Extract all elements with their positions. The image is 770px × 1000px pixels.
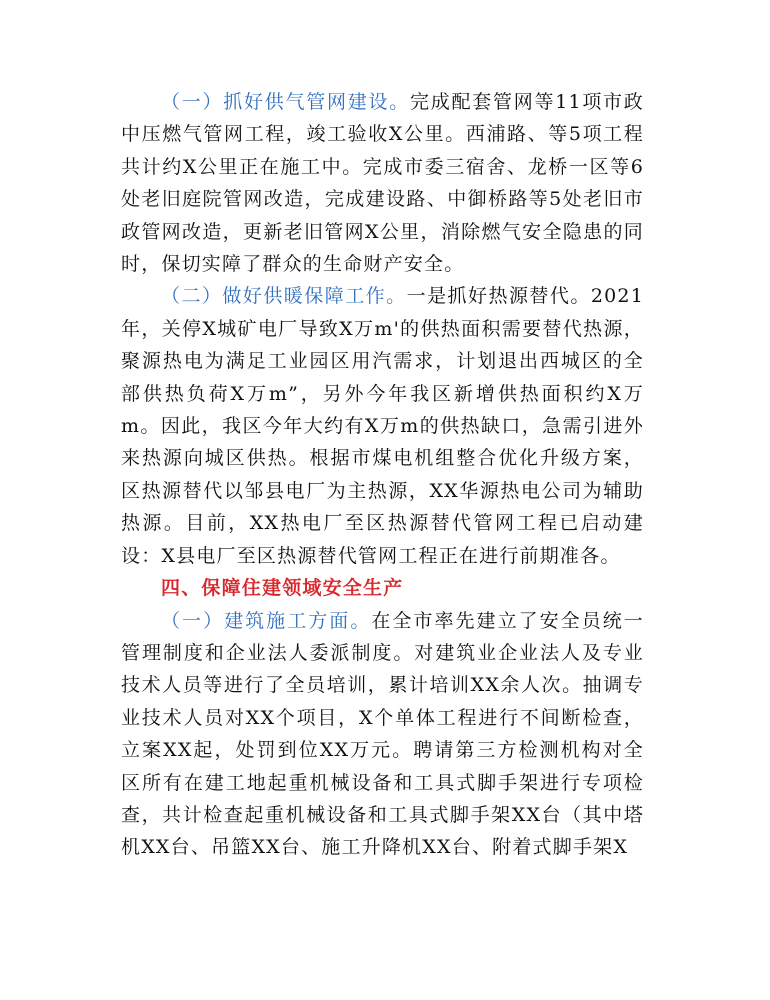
subheading-gas-pipeline: （一）抓好供气管网建设。: [161, 91, 410, 113]
paragraph-gas-pipeline: [121, 86, 644, 280]
paragraph-text-gas-pipeline: 完成配套管网等11项市政中压燃气管网工程，竣工验收X公里。西浦路、等5项工程共计约X公里正在施工中。完成市委三宿舍、龙桥一区等6处老旧庭院管网改造，完成建设路、中御桥路等5处老旧市政管网改造，更新老旧管网X公里，消除燃气安全隐患的同时，保切实障了群众的生命财产安全。: [121, 91, 645, 276]
paragraph-text-heating-guarantee: 一是抓好热源替代。2021年，关停X城矿电厂导致X万m'的供热面积需要替代热源，聚源热电为满足工业园区用汽需求，计划退出西城区的全部供热负荷X万m”，另外今年我区新增供热面积约X万m。因此，我区今年大约有X万m的供热缺口，急需引进外来热源向城区供热。根据市煤电机组整合优化升级方案，区热源替代以邹县电厂为主热源，XX华源热电公司为辅助热源。目前，XX热电厂至区热源替代管网工程已启动建设：X县电厂至区热源替代管网工程正在进行前期准各。: [121, 285, 644, 567]
paragraph-text-construction: 在全市率先建立了安全员统一管理制度和企业法人委派制度。对建筑业企业法人及专业技术人员等进行了全员培训，累计培训XX余人次。抽调专业技术人员对XX个项目，X个单体工程进行不间断检查，立案XX起，处罚到位XX万元。聘请第三方检测机构对全区所有在建工地起重机械设备和工具式脚手架进行专项检查，共计检查起重机械设备和工具式脚手架XX台（其中塔机XX台、吊篮XX台、施工升降机XX台、附着式脚手架X: [121, 609, 644, 859]
subheading-heating-guarantee: （二）做好供暖保障工作。: [161, 285, 407, 308]
paragraph-heating-guarantee: [121, 280, 644, 572]
paragraph-construction: [121, 605, 644, 864]
subheading-construction: （一）建筑施工方面。: [161, 609, 372, 632]
section-heading-safety-production: 四、保障住建领域安全生产: [161, 577, 404, 600]
